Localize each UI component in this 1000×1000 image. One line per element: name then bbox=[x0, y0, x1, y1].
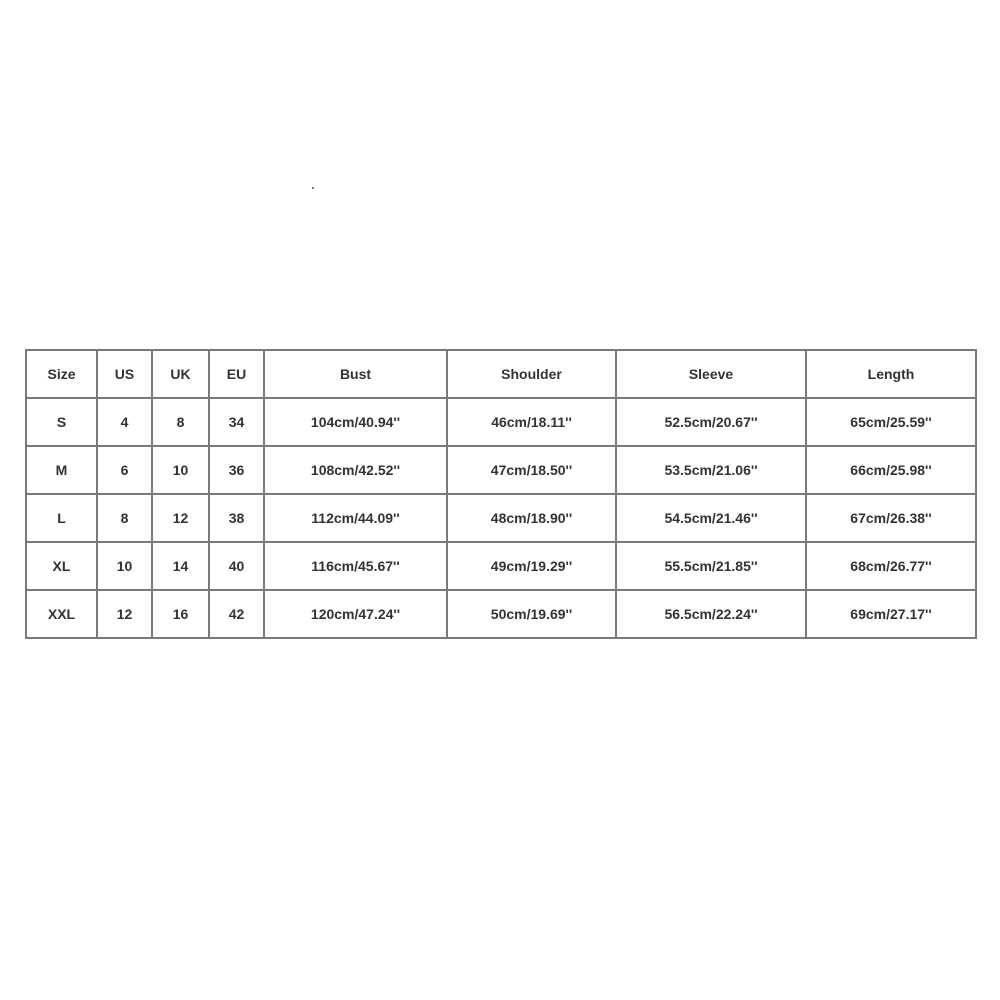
cell-sleeve: 52.5cm/20.67'' bbox=[616, 398, 806, 446]
cell-shoulder: 49cm/19.29'' bbox=[447, 542, 616, 590]
cell-bust: 120cm/47.24'' bbox=[264, 590, 447, 638]
header-eu: EU bbox=[209, 350, 264, 398]
cell-size: S bbox=[26, 398, 97, 446]
table-row bbox=[26, 542, 976, 590]
cell-uk: 14 bbox=[152, 542, 209, 590]
header-bust: Bust bbox=[264, 350, 447, 398]
cell-eu: 36 bbox=[209, 446, 264, 494]
cell-us: 10 bbox=[97, 542, 152, 590]
table-row bbox=[26, 446, 976, 494]
cell-size: M bbox=[26, 446, 97, 494]
cell-us: 6 bbox=[97, 446, 152, 494]
header-row bbox=[26, 350, 976, 398]
cell-size: XXL bbox=[26, 590, 97, 638]
cell-uk: 12 bbox=[152, 494, 209, 542]
cell-eu: 34 bbox=[209, 398, 264, 446]
header-sleeve: Sleeve bbox=[616, 350, 806, 398]
cell-bust: 116cm/45.67'' bbox=[264, 542, 447, 590]
cell-uk: 16 bbox=[152, 590, 209, 638]
cell-shoulder: 48cm/18.90'' bbox=[447, 494, 616, 542]
table-row bbox=[26, 590, 976, 638]
cell-size: L bbox=[26, 494, 97, 542]
stray-dot bbox=[312, 187, 314, 189]
header-uk: UK bbox=[152, 350, 209, 398]
cell-uk: 10 bbox=[152, 446, 209, 494]
cell-sleeve: 54.5cm/21.46'' bbox=[616, 494, 806, 542]
cell-shoulder: 46cm/18.11'' bbox=[447, 398, 616, 446]
cell-us: 12 bbox=[97, 590, 152, 638]
size-chart-table bbox=[25, 349, 977, 639]
header-shoulder: Shoulder bbox=[447, 350, 616, 398]
cell-eu: 42 bbox=[209, 590, 264, 638]
cell-size: XL bbox=[26, 542, 97, 590]
cell-bust: 108cm/42.52'' bbox=[264, 446, 447, 494]
header-size: Size bbox=[26, 350, 97, 398]
cell-length: 67cm/26.38'' bbox=[806, 494, 976, 542]
cell-eu: 38 bbox=[209, 494, 264, 542]
cell-sleeve: 56.5cm/22.24'' bbox=[616, 590, 806, 638]
cell-sleeve: 55.5cm/21.85'' bbox=[616, 542, 806, 590]
cell-us: 4 bbox=[97, 398, 152, 446]
header-us: US bbox=[97, 350, 152, 398]
cell-shoulder: 50cm/19.69'' bbox=[447, 590, 616, 638]
cell-sleeve: 53.5cm/21.06'' bbox=[616, 446, 806, 494]
cell-length: 69cm/27.17'' bbox=[806, 590, 976, 638]
cell-length: 68cm/26.77'' bbox=[806, 542, 976, 590]
cell-length: 66cm/25.98'' bbox=[806, 446, 976, 494]
cell-length: 65cm/25.59'' bbox=[806, 398, 976, 446]
cell-shoulder: 47cm/18.50'' bbox=[447, 446, 616, 494]
table-row bbox=[26, 398, 976, 446]
table-row bbox=[26, 494, 976, 542]
cell-bust: 104cm/40.94'' bbox=[264, 398, 447, 446]
cell-eu: 40 bbox=[209, 542, 264, 590]
cell-bust: 112cm/44.09'' bbox=[264, 494, 447, 542]
header-length: Length bbox=[806, 350, 976, 398]
cell-uk: 8 bbox=[152, 398, 209, 446]
cell-us: 8 bbox=[97, 494, 152, 542]
